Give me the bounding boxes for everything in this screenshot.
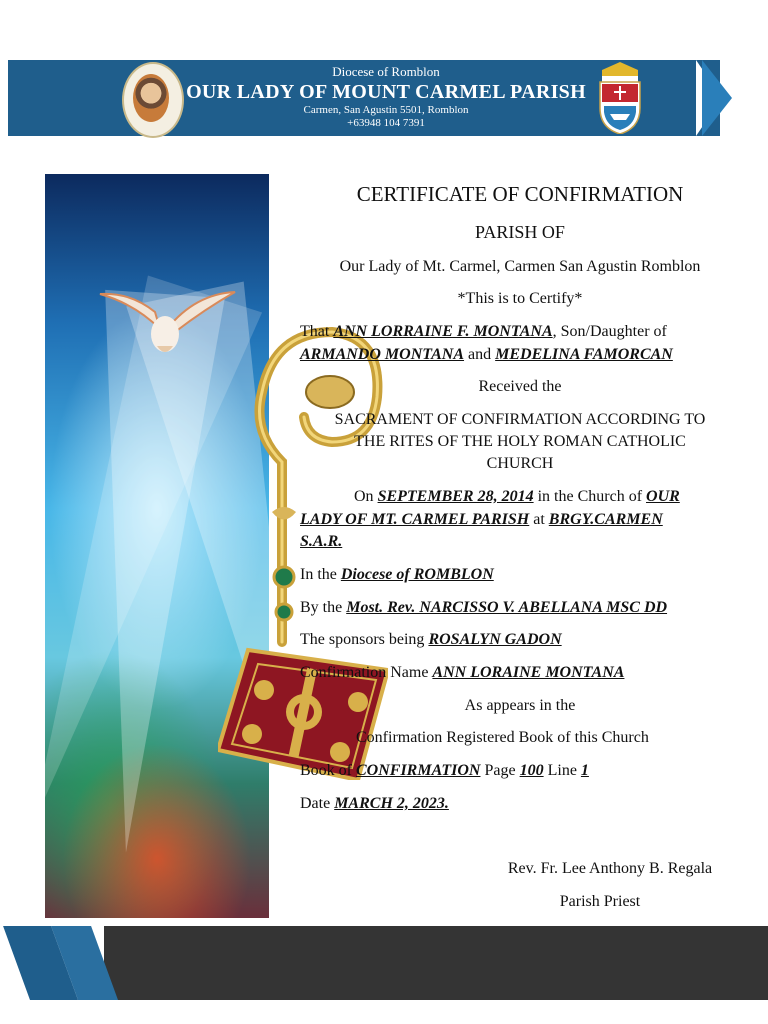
issue-date: MARCH 2, 2023.	[334, 795, 449, 812]
confirmation-name-line	[300, 664, 740, 682]
diocese-line	[300, 566, 740, 584]
date-prefix: Date	[300, 795, 331, 812]
diocese-name: Diocese of ROMBLON	[340, 566, 494, 583]
relation-text: , Son/Daughter of	[552, 323, 667, 340]
on-prefix: On	[354, 488, 374, 505]
minister-line	[300, 599, 740, 617]
header-chevron-accent	[702, 60, 732, 136]
confirmation-date: SEPTEMBER 28, 2014	[377, 488, 534, 505]
book-prefix: Book of	[300, 762, 352, 779]
date-church-line	[300, 488, 740, 506]
and-text: and	[468, 346, 492, 363]
certificate-title: CERTIFICATE OF CONFIRMATION	[356, 182, 684, 206]
footer-band	[104, 926, 768, 1000]
header-diocese: Diocese of Romblon	[332, 64, 440, 79]
certify-line: *This is to Certify*	[457, 290, 583, 307]
church-name-part-1: OUR	[646, 488, 680, 505]
place-line	[300, 533, 740, 551]
page-label: Page	[484, 762, 516, 779]
mother-name: MEDELINA FAMORCAN	[495, 346, 673, 363]
sponsors-line	[300, 631, 740, 649]
book-line	[300, 762, 740, 780]
in-the-prefix: In the	[300, 566, 337, 583]
person-line	[300, 323, 740, 341]
priest-role: Parish Priest	[559, 893, 641, 910]
header-phone: +63948 104 7391	[347, 117, 425, 129]
header-address: Carmen, San Agustin 5501, Romblon	[303, 104, 469, 116]
appears-line: As appears in the	[464, 697, 576, 714]
sacrament-line-2: THE RITES OF THE HOLY ROMAN CATHOLIC	[354, 433, 686, 450]
header-text	[186, 64, 586, 130]
confirmand-name: ANN LORRAINE F. MONTANA	[333, 323, 553, 340]
church-line	[300, 511, 740, 529]
priest-name: Rev. Fr. Lee Anthony B. Regala	[507, 860, 713, 877]
sacrament-line-1: SACRAMENT OF CONFIRMATION ACCORDING TO	[334, 411, 706, 428]
line-number: 1	[580, 762, 589, 779]
by-the-prefix: By the	[300, 599, 343, 616]
parish-of-label: PARISH OF	[475, 222, 565, 242]
parish-full-name: Our Lady of Mt. Carmel, Carmen San Agustin Romblon	[339, 258, 701, 275]
line-label: Line	[547, 762, 577, 779]
register-line: Confirmation Registered Book of this Church	[356, 729, 649, 746]
minister-name: Most. Rev. NARCISSO V. ABELLANA MSC DD	[346, 599, 668, 616]
confirmation-name: ANN LORAINE MONTANA	[432, 664, 625, 681]
our-lady-seal-icon	[122, 62, 184, 138]
sponsors-prefix: The sponsors being	[300, 631, 425, 648]
diocese-crest-icon	[596, 62, 644, 134]
confirmation-name-prefix: Confirmation Name	[300, 664, 429, 681]
that-prefix: That	[300, 323, 330, 340]
header-parish-name: OUR LADY OF MOUNT CARMEL PARISH	[186, 81, 586, 103]
in-church-text: in the Church of	[537, 488, 643, 505]
page-number: 100	[519, 762, 544, 779]
book-name: CONFIRMATION	[356, 762, 481, 779]
church-name-part-2: LADY OF MT. CARMEL PARISH	[300, 511, 530, 528]
father-name: ARMANDO MONTANA	[300, 346, 465, 363]
issue-date-line	[300, 795, 740, 813]
sacrament-line-3: CHURCH	[486, 455, 554, 472]
at-text: at	[533, 511, 545, 528]
received-line: Received the	[478, 378, 562, 395]
place-part-1: BRGY.CARMEN	[548, 511, 663, 528]
sponsors-name: ROSALYN GADON	[428, 631, 562, 648]
parents-line	[300, 346, 740, 364]
place-part-2: S.A.R.	[300, 533, 343, 550]
